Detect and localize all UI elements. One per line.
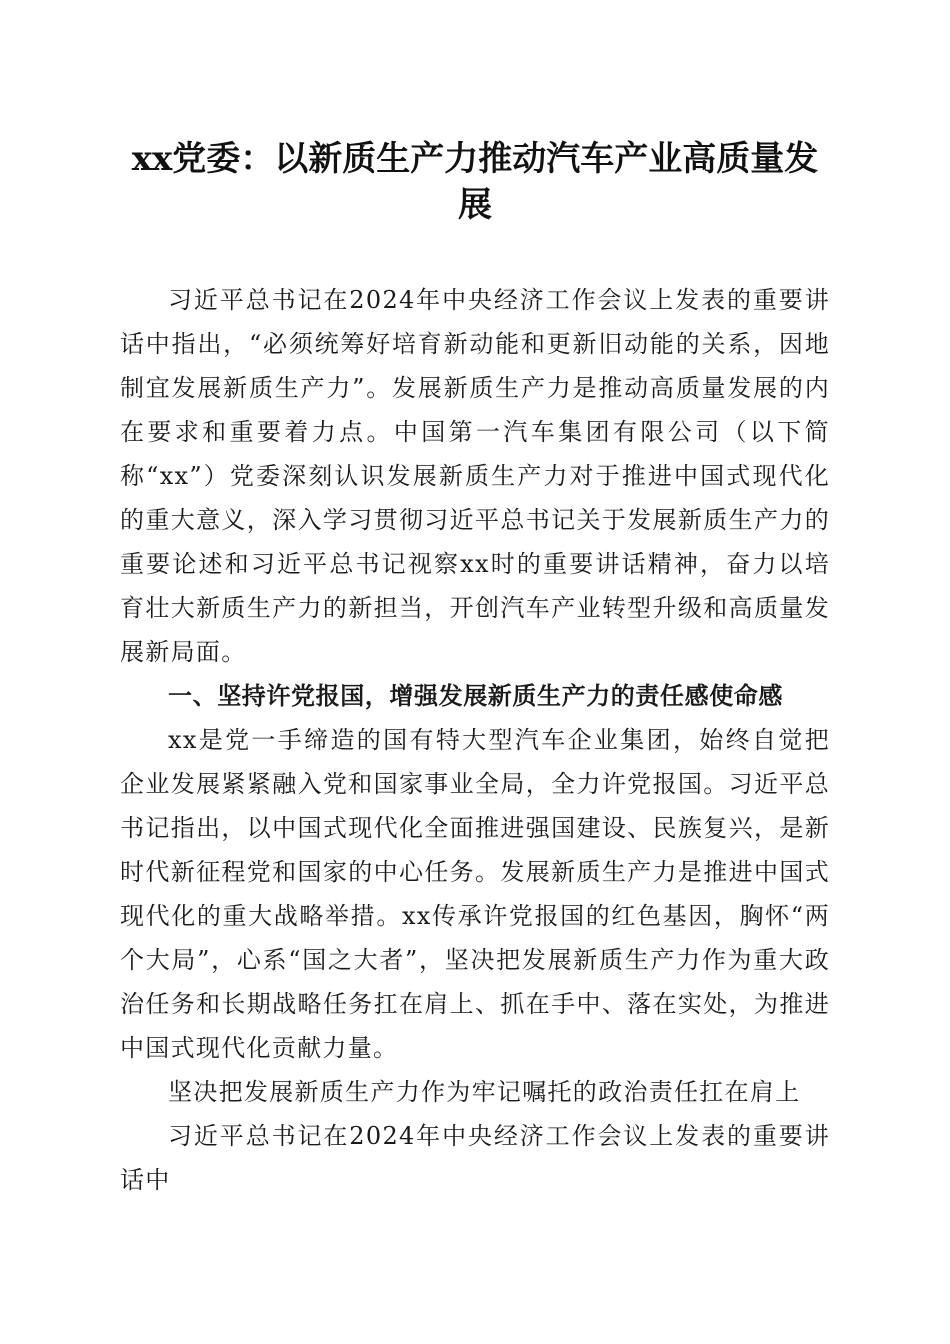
paragraph-section-1: xx是党一手缔造的国有特大型汽车企业集团，始终自觉把企业发展紧紧融入党和国家事业全局，全力许党报国。习近平总书记指出，以中国式现代化全面推进强国建设、民族复兴，是新时代新征程党和国家的中心任务。发展新质生产力是推进中国式现代化的重大战略举措。xx传承许党报国的红色基因，胸怀“两个大局”，心系“国之大者”，坚决把发展新质生产力作为重大政治任务和长期战略任务扛在肩上、抓在手中、落在实处，为推进中国式现代化贡献力量。 [120,726,830,1062]
page-title: xx党委：以新质生产力推动汽车产业高质量发展 [131,139,819,225]
section-heading-1: 一、坚持许党报国，增强发展新质生产力的责任感使命感 [168,682,783,710]
document-body [120,278,830,1202]
paragraph-continued: 习近平总书记在2024年中央经济工作会议上发表的重要讲话中 [120,1122,830,1194]
paragraph-intro: 习近平总书记在2024年中央经济工作会议上发表的重要讲话中指出，“必须统筹好培育新动能和更新旧动能的关系，因地制宜发展新质生产力”。发展新质生产力是推动高质量发展的内在要求和重要着力点。中国第一汽车集团有限公司（以下简称“xx”）党委深刻认识发展新质生产力对于推进中国式现代化的重大意义，深入学习贯彻习近平总书记关于发展新质生产力的重要论述和习近平总书记视察xx时的重要讲话精神，奋力以培育壮大新质生产力的新担当，开创汽车产业转型升级和高质量发展新局面。 [120,286,830,666]
paragraph-subheading: 坚决把发展新质生产力作为牢记嘱托的政治责任扛在肩上 [168,1078,801,1106]
